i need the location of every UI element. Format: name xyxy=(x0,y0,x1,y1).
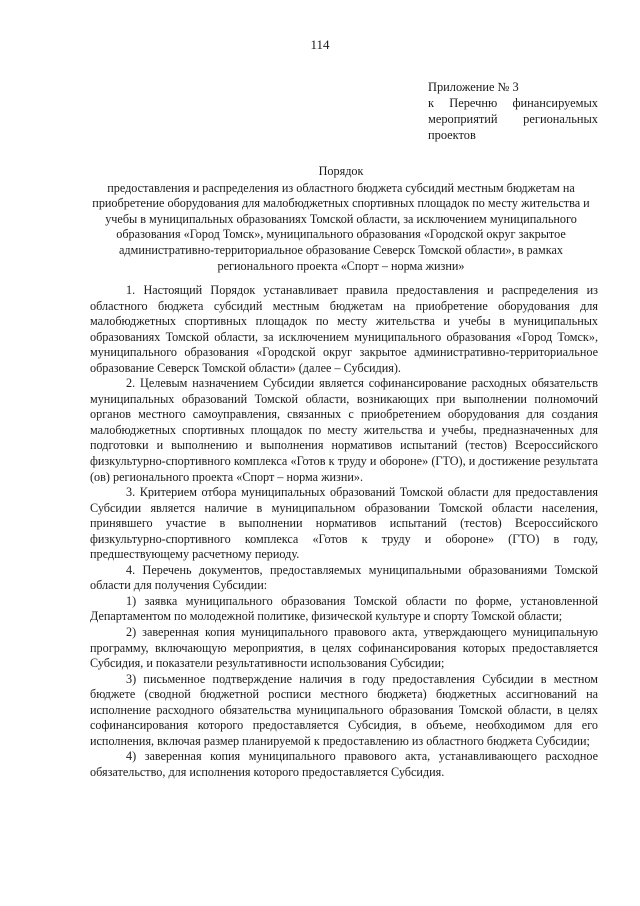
title-heading: Порядок xyxy=(318,164,364,178)
paragraph: 2) заверенная копия муниципального правового акта, утверждающего муниципальную программу, включающую мероприятия, в целях софинансирования которых предоставляется Субсидия, и показатели результативности использования Субсидии; xyxy=(90,625,598,671)
appendix-title: Приложение № 3 xyxy=(428,80,519,94)
title-subtitle: предоставления и распределения из областного бюджета субсидий местным бюджетам на приобретение оборудования для малобюджетных спортивных площадок по месту жительства и учебы в муниципальных образованиях Томской области, за исключением муниципального образования «Город Томск», муниципального образования «Городской округ закрытое административно-территориальное образование Северск Томской области», в рамках регионального проекта «Спорт – норма жизни» xyxy=(92,180,590,273)
appendix-line: к Перечню финансируемых xyxy=(428,96,598,110)
paragraph: 1) заявка муниципального образования Томской области по форме, установленной Департаментом по молодежной политике, физической культуре и спорту Томской области; xyxy=(90,593,598,624)
paragraph: 1. Настоящий Порядок устанавливает правила предоставления и распределения из областного бюджета субсидий местным бюджетам на приобретение оборудования для малобюджетных спортивных площадок по месту жительства и учебы в муниципальных образованиях Томской области, за исключением муниципального образования «Город Томск», муниципального образования «Городской округ закрытое административно-территориальное образование Северск Томской области» (далее – Субсидия). xyxy=(90,283,598,375)
paragraph: 4) заверенная копия муниципального правового акта, устанавливающего расходное обязательство, для исполнения которого предоставляется Субсидия. xyxy=(90,749,598,779)
paragraph: 2. Целевым назначением Субсидии является софинансирование расходных обязательств муниципальных образований Томской области, возникающих при выполнении полномочий органов местного самоуправления, связанных с приобретением оборудования для создания малобюджетных спортивных площадок по месту жительства и учебы, предназначенных для подготовки и выполнению и выполнения нормативов испытаний (тестов) Всероссийского физкультурно-спортивного комплекса «Готов к труду и обороне» (ГТО), и достижение результата (ов) регионального проекта «Спорт – норма жизни». xyxy=(90,376,598,484)
document-title xyxy=(86,164,596,274)
appendix-note xyxy=(428,79,598,143)
appendix-line: проектов xyxy=(428,128,476,142)
appendix-line: мероприятий региональных xyxy=(428,112,598,126)
document-body xyxy=(90,283,598,781)
paragraph: 3) письменное подтверждение наличия в году предоставления Субсидии в местном бюджете (сводной бюджетной росписи местного бюджета) бюджетных ассигнований на исполнение расходного обязательства муниципального образования Томской области, в целях софинансирования которого предоставляется Субсидия, в объеме, необходимом для его исполнения, включая размер планируемой к предоставлению из областного бюджета Субсидии; xyxy=(90,671,598,748)
paragraph: 4. Перечень документов, предоставляемых муниципальными образованиями Томской области для получения Субсидии: xyxy=(90,562,598,593)
paragraph: 3. Критерием отбора муниципальных образований Томской области для предоставления Субсидии является наличие в муниципальном образовании Томской области населения, принявшего участие в выполнении нормативов испытаний (тестов) Всероссийского физкультурно-спортивного комплекса «Готов к труду и обороне» (ГТО) в году, предшествующему расчетному периоду. xyxy=(90,485,598,562)
page-number: 114 xyxy=(310,37,330,52)
